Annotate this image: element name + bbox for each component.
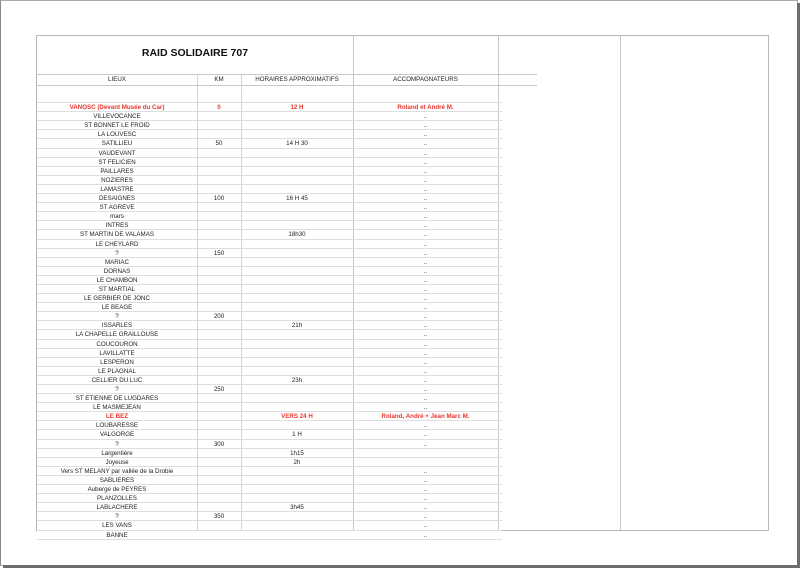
table-row [37,94,502,103]
cell-lieu: ST FELICIEN [98,158,136,166]
table-row [37,185,502,194]
cell-horaire: 18h30 [288,231,306,239]
table-row [37,230,502,239]
table-row [37,112,502,121]
cell-lieu: LE BEAGE [101,304,133,312]
cell-accompagnateur: .. [423,167,428,175]
header-horaires: HORAIRES APPROXIMATIFS [255,76,339,83]
cell-lieu: DORNAS [103,267,131,275]
cell-lieu: LE PLAGNAL [98,367,136,375]
cell-horaire: 1h15 [290,449,304,457]
table-row [37,440,502,449]
cell-accompagnateur: .. [423,231,428,239]
cell-accompagnateur: .. [423,149,428,157]
cell-horaire: 3h45 [290,504,304,512]
table-row [37,340,502,349]
cell-km: 150 [213,249,225,257]
cell-lieu: ? [115,386,119,393]
column-divider [620,36,621,530]
table-row [37,521,502,530]
cell-accompagnateur: .. [423,158,428,166]
itinerary-table [37,94,502,540]
table-row [37,130,502,139]
table-row [37,294,502,303]
table-row [37,485,502,494]
cell-lieu: ST AGREVE [99,204,135,212]
cell-lieu: NOZIERES [101,176,133,184]
cell-accompagnateur: .. [423,331,428,339]
header-km: KM [214,76,224,83]
cell-accompagnateur: .. [423,285,428,293]
cell-lieu: CELLIER DU LUC [91,376,143,384]
cell-horaire: 1 H [292,431,302,439]
cell-accompagnateur: .. [423,340,428,348]
cell-lieu: PAILLARES [100,167,134,175]
cell-horaire: 2h [293,458,301,466]
cell-accompagnateur: .. [423,486,428,494]
cell-km: 100 [213,195,225,203]
cell-lieu: ST MARTIN DE VALAMAS [80,231,154,239]
table-row [37,358,502,367]
cell-accompagnateur: .. [423,304,428,312]
cell-lieu: SABLIERES [99,476,135,484]
cell-accompagnateur: .. [423,476,428,484]
cell-lieu: ? [115,440,119,448]
cell-accompagnateur: Roland et André M. [397,104,454,112]
cell-accompagnateur: .. [423,276,428,284]
cell-lieu: Auberge de PEYRES [87,486,147,494]
cell-accompagnateur: .. [423,358,428,366]
table-row [37,267,502,276]
table-row [37,249,502,258]
table-row [37,285,502,294]
cell-lieu: MARIAC [104,258,130,266]
cell-lieu: ? [115,513,119,521]
cell-accompagnateur: .. [423,240,428,248]
cell-accompagnateur: .. [423,222,428,230]
cell-accompagnateur: .. [423,185,428,193]
cell-horaire: 16 H 45 [286,195,308,203]
cell-lieu: Joyeuse [105,458,129,466]
cell-accompagnateur: .. [423,195,428,203]
cell-lieu: BANNE [106,531,128,539]
cell-lieu: ISSARLES [101,322,133,330]
table-row [37,321,502,330]
cell-accompagnateur: .. [423,295,428,303]
header-accompagnateurs: ACCOMPAGNATEURS [393,76,458,83]
cell-lieu: Vers ST MELANY par vallée de la Drobie [60,467,174,475]
cell-accompagnateur: .. [423,122,428,130]
cell-km: 0 [217,104,221,112]
table-row [37,103,502,112]
cell-lieu: LE MASMEJEAN [93,404,141,412]
header-lieux: LIEUX [108,76,126,83]
table-row [37,276,502,285]
cell-lieu: LAMASTRE [100,185,134,193]
spreadsheet-sheet [36,35,769,539]
cell-km: 250 [213,386,225,393]
table-row [37,303,502,312]
table-row [37,494,502,503]
cell-lieu: mars [110,213,124,221]
cell-accompagnateur: .. [423,322,428,330]
table-row [37,349,502,358]
cell-accompagnateur: .. [423,495,428,503]
cell-accompagnateur: .. [423,249,428,257]
table-row [37,194,502,203]
table-row [37,394,502,403]
table-row [37,531,502,540]
table-row [37,385,502,394]
table-row [37,512,502,521]
cell-accompagnateur: .. [423,367,428,375]
cell-lieu: VAUDEVANT [98,149,136,157]
cell-lieu: LES VANS [102,522,132,530]
cell-horaire: 12 H [290,104,304,112]
cell-accompagnateur: .. [423,204,428,212]
table-row [37,458,502,467]
cell-lieu: LESPERON [100,358,134,366]
table-row [37,203,502,212]
table-row [37,476,502,485]
cell-accompagnateur: .. [423,176,428,184]
table-row [37,121,502,130]
table-row [37,221,502,230]
cell-lieu: LAVILLATTE [99,349,135,357]
table-row [37,467,502,476]
table-row [37,212,502,221]
cell-lieu: ? [115,249,119,257]
cell-lieu: LA CHAPELLE GRAILLOUSE [75,331,159,339]
cell-accompagnateur: .. [423,440,428,448]
cell-horaire: 23h [291,376,303,384]
cell-horaire: 21h [291,322,303,330]
cell-lieu: ST ETIENNE DE LUGDARES [75,395,159,403]
cell-km: 50 [215,140,223,148]
cell-km: 200 [213,313,225,321]
cell-accompagnateur: .. [423,395,428,403]
cell-lieu: LOUBARESSE [96,422,138,430]
cell-lieu: VALGORGE [99,431,135,439]
cell-accompagnateur: .. [423,404,428,412]
cell-km: 350 [213,513,225,521]
cell-lieu: VILLEVOCANCE [93,113,141,121]
table-row [37,258,502,267]
table-row [37,421,502,430]
table-row [37,430,502,439]
cell-accompagnateur: .. [423,376,428,384]
cell-lieu: LE BEZ [105,413,128,421]
table-row [37,312,502,321]
table-row [37,403,502,412]
table-row [37,330,502,339]
cell-lieu: ? [115,313,119,321]
cell-accompagnateur: .. [423,531,428,539]
cell-lieu: Largentière [101,449,133,457]
cell-accompagnateur: .. [423,467,428,475]
cell-accompagnateur: .. [423,386,428,393]
cell-lieu: ST MARTIAL [98,285,136,293]
cell-lieu: COUCOURON [96,340,138,348]
cell-km: 300 [213,440,225,448]
page-title: RAID SOLIDAIRE 707 [141,47,249,59]
cell-accompagnateur: .. [423,131,428,139]
cell-accompagnateur: .. [423,513,428,521]
cell-accompagnateur: .. [423,140,428,148]
table-row [37,158,502,167]
cell-lieu: LE GERBIER DE JONC [83,295,150,303]
cell-lieu: LA LOUVESC [97,131,137,139]
cell-horaire: 14 H 30 [286,140,308,148]
cell-accompagnateur: .. [423,504,428,512]
table-header [37,74,537,86]
cell-lieu: LE CHAMBON [96,276,138,284]
cell-accompagnateur: .. [423,313,428,321]
cell-lieu: SATILLIEU [101,140,133,148]
table-row [37,367,502,376]
cell-lieu: ST BONNET LE FROID [84,122,150,130]
cell-accompagnateur: .. [423,431,428,439]
table-row [37,149,502,158]
cell-lieu: LE CHEYLARD [95,240,139,248]
cell-lieu: PLANZOLLES [97,495,137,503]
cell-accompagnateur: .. [423,422,428,430]
cell-lieu: LABLACHERE [96,504,138,512]
table-row [37,167,502,176]
table-row [37,176,502,185]
cell-lieu: INTRES [105,222,129,230]
table-row [37,139,502,148]
table-row [37,503,502,512]
table-row [37,240,502,249]
table-row [37,449,502,458]
table-row [37,376,502,385]
cell-lieu: DESAIGNES [98,195,136,203]
cell-accompagnateur: .. [423,258,428,266]
cell-accompagnateur: .. [423,113,428,121]
cell-accompagnateur: .. [423,349,428,357]
cell-accompagnateur: .. [423,213,428,221]
cell-horaire: VERS 24 H [281,413,313,421]
cell-lieu: VANOSC (Devant Musée du Car) [69,104,165,112]
cell-accompagnateur: .. [423,267,428,275]
cell-accompagnateur: .. [423,522,428,530]
table-row [37,412,502,421]
cell-accompagnateur: Roland, André + Jean Marc M. [381,413,470,421]
